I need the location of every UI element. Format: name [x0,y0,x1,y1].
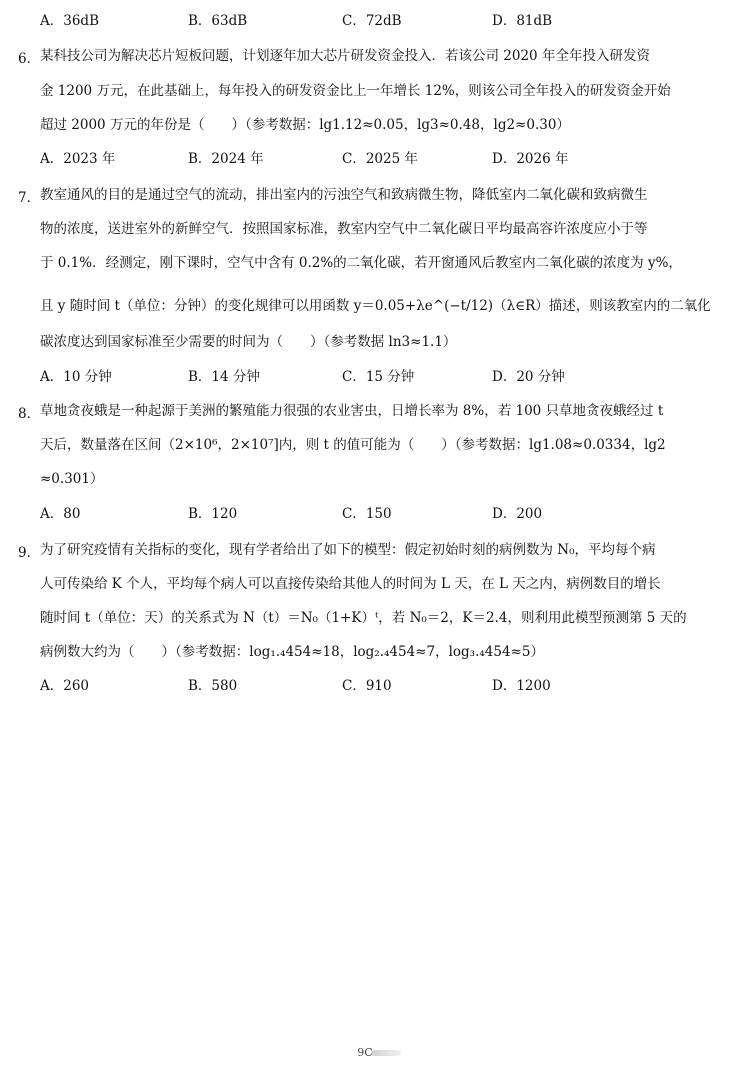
q8-option-b: B．120 [188,506,238,522]
q7-option-c: C．15 分钟 [342,369,415,385]
q9-number: 9． [18,545,41,561]
q6-line-2: 金 1200 万元，在此基础上，每年投入的研发资金比上一年增长 12%，则该公司全年投入的研发资金开始 [40,83,671,99]
q8-options [40,505,700,523]
q9-option-b: B．580 [188,678,238,694]
q9-line-4: 病例数大约为（ ）（参考数据：log₁.₄454≈18，log₂.₄454≈7，log₃.₄454≈5） [40,644,544,660]
q8-line-2: 天后，数量落在区间（2×10⁶，2×10⁷]内，则 t 的值可能为（ ）（参考数据：lg1.08≈0.0334，lg2 [40,437,666,453]
q7-line-5: 碳浓度达到国家标准至少需要的时间为（ ）（参考数据 ln3≈1.1） [40,334,457,350]
q8-number: 8． [18,406,41,422]
smudge-mark [371,1050,401,1056]
q5-option-b: B．63dB [188,13,248,29]
q7-number: 7． [18,190,41,206]
q8-line-1: 草地贪夜蛾是一种起源于美洲的繁殖能力很强的农业害虫，日增长率为 8%，若 100 只草地贪夜蛾经过 t [40,403,664,419]
q8-line-3: ≈0.301） [40,471,104,487]
q6-number: 6． [18,51,41,67]
q9-options [40,677,700,695]
q5-option-a: A．36dB [40,13,99,29]
q9-line-3: 随时间 t（单位：天）的关系式为 N（t）＝N₀（1+K）ᵗ，若 N₀＝2，K＝2.4，则利用此模型预测第 5 天的 [40,610,687,626]
q5-option-d: D．81dB [492,13,553,29]
q8-option-c: C．150 [342,506,392,522]
q6-option-a: A．2023 年 [40,151,116,167]
q7-line-1: 教室通风的目的是通过空气的流动，排出室内的污浊空气和致病微生物，降低室内二氧化碳和致病微生 [40,187,648,203]
q5-options [40,12,700,30]
q7-option-a: A．10 分钟 [40,369,112,385]
q9-option-a: A．260 [40,678,90,694]
q8-option-d: D．200 [492,506,543,522]
page-number: 9C [357,1046,373,1059]
q6-line-3: 超过 2000 万元的年份是（ ）（参考数据：lg1.12≈0.05，lg3≈0.48，lg2≈0.30） [40,117,570,133]
q6-option-b: B．2024 年 [188,151,264,167]
q7-option-b: B．14 分钟 [188,369,260,385]
q7-line-3: 于 0.1%．经测定，刚下课时，空气中含有 0.2%的二氧化碳，若开窗通风后教室内二氧化碳的浓度为 y%， [40,255,682,271]
q6-options [40,150,700,168]
q9-option-c: C．910 [342,678,392,694]
q6-option-c: C．2025 年 [342,151,418,167]
q7-line-4: 且 y 随时间 t（单位：分钟）的变化规律可以用函数 y＝0.05+λe^(−t/12)（λ∈R）描述，则该教室内的二氧化 [40,298,711,314]
q5-option-c: C．72dB [342,13,402,29]
q6-line-1: 某科技公司为解决芯片短板问题，计划逐年加大芯片研发资金投入．若该公司 2020 年全年投入研发资 [40,48,650,64]
q8-option-a: A．80 [40,506,81,522]
page-footer [0,1046,754,1059]
q7-options [40,368,700,386]
q9-line-2: 人可传染给 K 个人，平均每个病人可以直接传染给其他人的时间为 L 天，在 L 天之内，病例数目的增长 [40,576,661,592]
q6-option-d: D．2026 年 [492,151,569,167]
q7-option-d: D．20 分钟 [492,369,565,385]
q9-line-1: 为了研究疫情有关指标的变化，现有学者给出了如下的模型：假定初始时刻的病例数为 N₀，平均每个病 [40,542,656,558]
q7-line-2: 物的浓度，送进室外的新鲜空气．按照国家标准，教室内空气中二氧化碳日平均最高容许浓度应小于等 [40,221,648,237]
q9-option-d: D．1200 [492,678,551,694]
